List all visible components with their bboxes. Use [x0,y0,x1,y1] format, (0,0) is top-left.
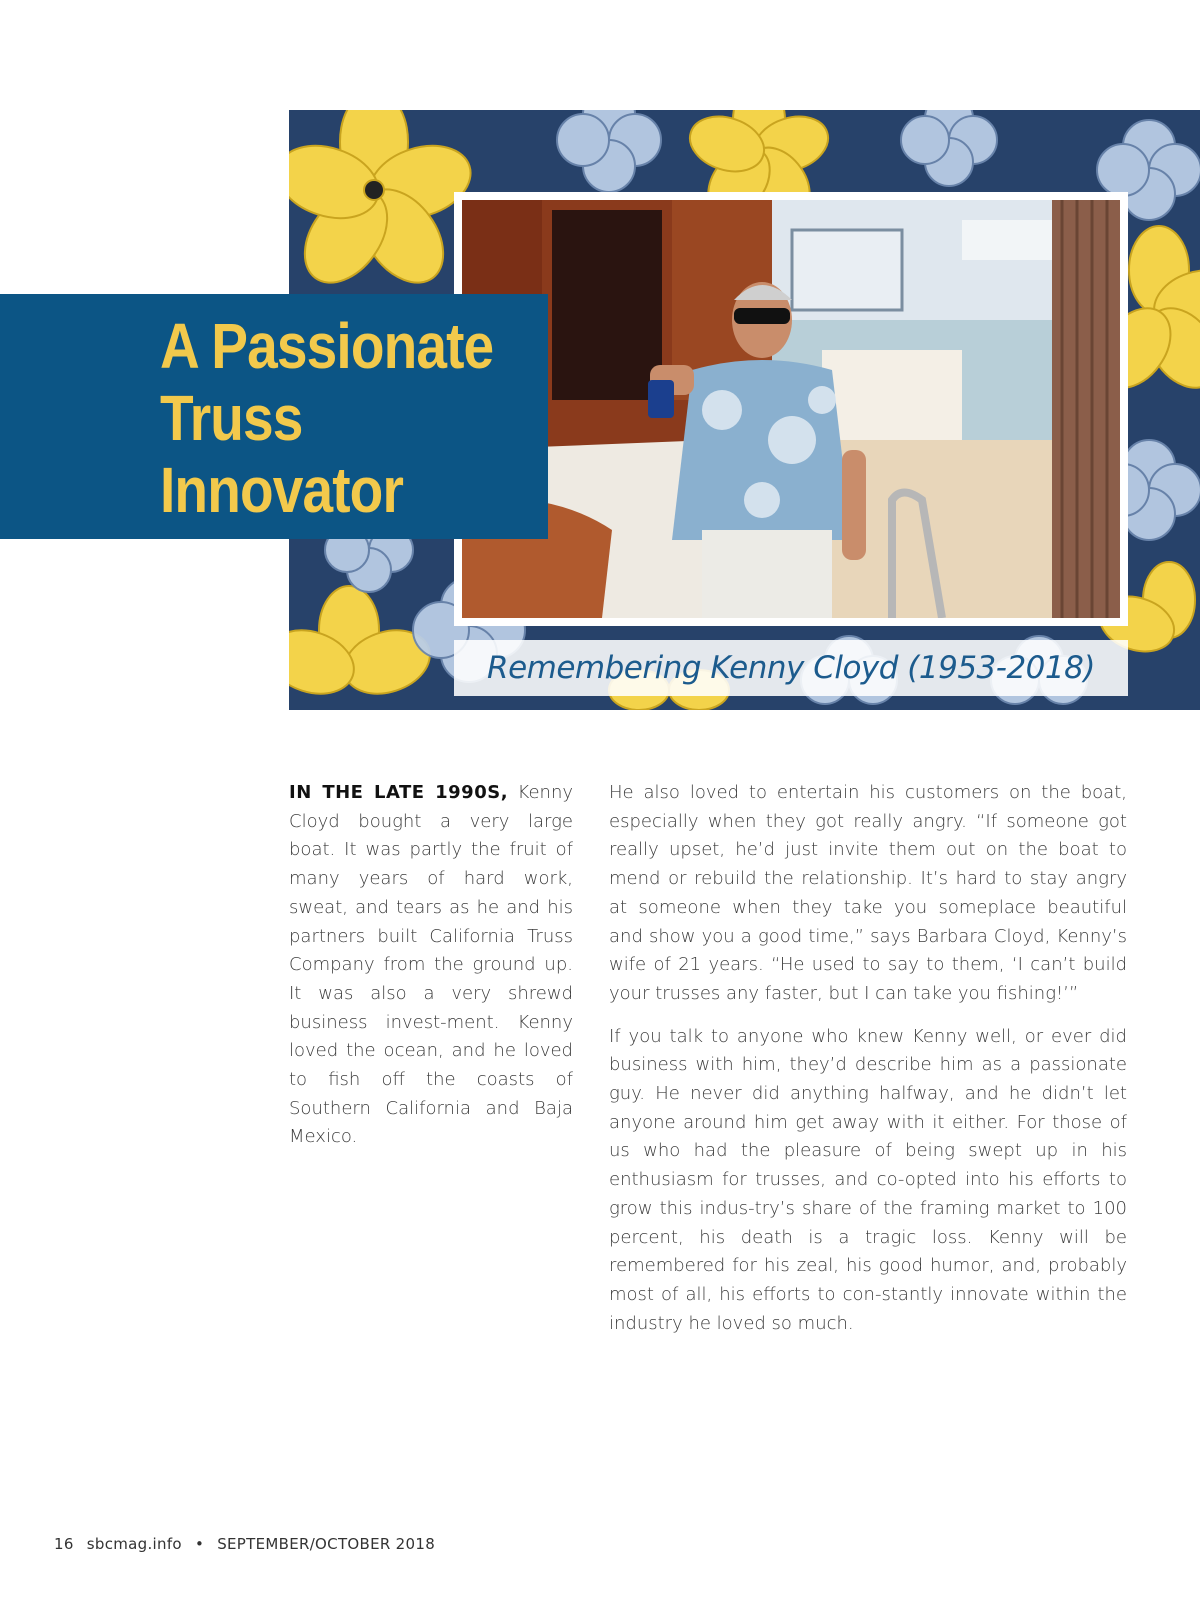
photo-kenny-cloyd [462,200,1120,618]
page-footer [54,1535,443,1553]
paragraph-1-text: Kenny Cloyd bought a very large boat. It was partly the fruit of many years of hard work, sweat, and tears as he and his partners built California Truss Company from the ground up. It was also a very shrewd business invest-ment. Kenny loved the ocean, and he loved to fish off the coasts of Southern California and Baja Mexico. [289,782,574,1148]
subtitle: Remembering Kenny Cloyd (1953-2018) [487,650,1095,686]
footer-site: sbcmag.info [86,1535,182,1553]
paragraph-2: He also loved to entertain his customers on the boat, especially when they got really angry. “If someone got really upset, he’d just invite them out on the boat to mend or rebuild the relationship. It’s hard to stay angry at someone when they take you someplace beautiful and show you a good time,” says Barbara Cloyd, Kenny’s wife of 21 years. “He used to say to them, ‘I can’t build your trusses any faster, but I can take you fishing!’” [609,782,1127,1004]
footer-issue: SEPTEMBER/OCTOBER 2018 [217,1535,436,1553]
article-column-left [289,779,573,1166]
page-number: 16 [54,1535,74,1553]
title-box [0,294,548,539]
paragraph-3: If you talk to anyone who knew Kenny well, or ever did business with him, they’d describe him as a passionate guy. He never did anything halfway, and he didn’t let anyone around him get away with it either. For those of us who had the pleasure of being swept up in his enthusiasm for trusses, and co-opted into his efforts to grow this indus-try’s share of the framing market to 100 percent, his death is a tragic loss. Kenny will be remembered for his zeal, his good humor, and, probably most of all, his efforts to con-stantly innovate within the industry he loved so much. [609,1025,1127,1334]
footer-separator: • [194,1535,205,1553]
lead-in: IN THE LATE 1990S, [289,782,509,803]
title-line-1: A Passionate [160,310,494,382]
title-line-3: Innovator [160,454,404,526]
title-line-2: Truss [160,382,303,454]
subtitle-band [454,640,1128,696]
boat-interior-photo [462,200,1120,618]
photo-frame [454,192,1128,626]
article-column-right [609,779,1127,1352]
paragraph-1 [289,779,573,1152]
